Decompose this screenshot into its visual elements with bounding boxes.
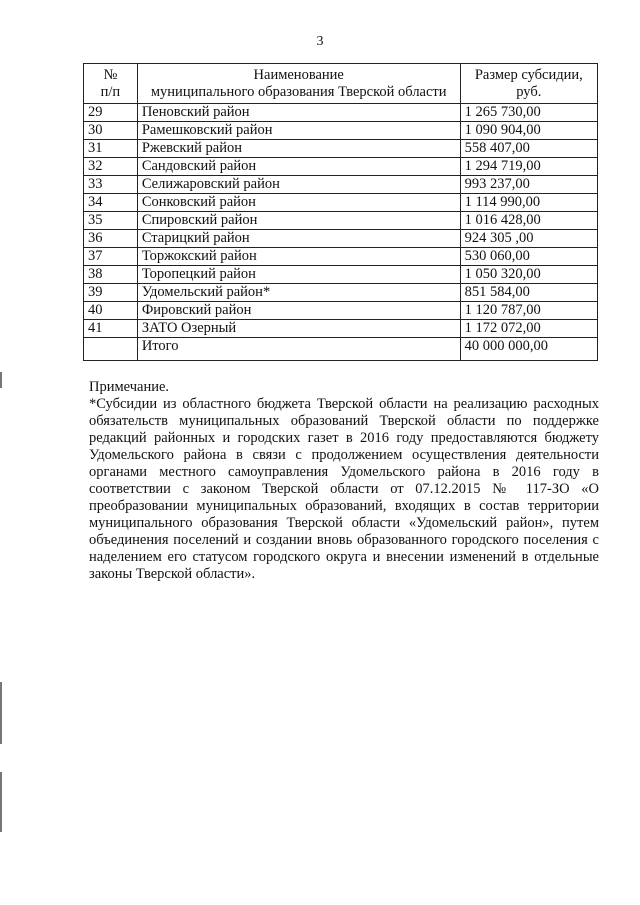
- table-row: [84, 320, 598, 338]
- table-row: [84, 104, 598, 122]
- header-num: [84, 64, 138, 104]
- header-num-line-2: п/п: [100, 84, 121, 100]
- header-name-line-2: муниципального образования Тверской области: [150, 84, 447, 100]
- row-name: Сонковский район: [137, 194, 460, 212]
- scan-edge-mark: [0, 772, 2, 832]
- row-num: 39: [84, 284, 138, 302]
- row-num: 38: [84, 266, 138, 284]
- row-amount: 1 114 990,00: [460, 194, 597, 212]
- total-label: Итого: [137, 338, 460, 361]
- table-row: [84, 212, 598, 230]
- row-amount: 1 172 072,00: [460, 320, 597, 338]
- table-row: [84, 194, 598, 212]
- header-amount: [460, 64, 597, 104]
- row-name: Рамешковский район: [137, 122, 460, 140]
- total-num: [84, 338, 138, 361]
- row-num: 32: [84, 158, 138, 176]
- note-section: [89, 379, 599, 583]
- note-text: *Субсидии из областного бюджета Тверской области на реализацию расходных обязательств муниципальных образований Тверской области по поддержке редакций районных и городских газет в 2016 году предоставляются бюджету Удомельского района в связи с продолжением осуществления деятельности органами местного самоуправления Удомельского района в 2016 году в соответствии с законом Тверской области от 07.12.2015 № 117-ЗО «О преобразовании муниципальных образований, входящих в состав территории муниципального образования Тверской области «Удомельский район», путем объединения поселений и создании вновь образованного городского поселения с наделением его статусом городского округа и внесении изменений в отдельные законы Тверской области».: [89, 396, 599, 582]
- row-amount: 530 060,00: [460, 248, 597, 266]
- row-amount: 1 016 428,00: [460, 212, 597, 230]
- row-name: Селижаровский район: [137, 176, 460, 194]
- table-row: [84, 122, 598, 140]
- table-header: [84, 64, 598, 104]
- row-name: Торопецкий район: [137, 266, 460, 284]
- row-num: 33: [84, 176, 138, 194]
- scan-edge-mark: [0, 682, 2, 744]
- row-name: Ржевский район: [137, 140, 460, 158]
- row-amount: 1 050 320,00: [460, 266, 597, 284]
- row-num: 30: [84, 122, 138, 140]
- row-num: 34: [84, 194, 138, 212]
- row-name: Пеновский район: [137, 104, 460, 122]
- row-name: Старицкий район: [137, 230, 460, 248]
- row-amount: 558 407,00: [460, 140, 597, 158]
- row-amount: 851 584,00: [460, 284, 597, 302]
- row-name: Торжокский район: [137, 248, 460, 266]
- row-name: Спировский район: [137, 212, 460, 230]
- row-name: ЗАТО Озерный: [137, 320, 460, 338]
- scan-edge-mark: [0, 372, 2, 388]
- table-row: [84, 266, 598, 284]
- row-amount: 1 120 787,00: [460, 302, 597, 320]
- total-amount: 40 000 000,00: [460, 338, 597, 361]
- table-row: [84, 140, 598, 158]
- row-amount: 1 090 904,00: [460, 122, 597, 140]
- table-row: [84, 284, 598, 302]
- table-row: [84, 230, 598, 248]
- subsidy-table: [83, 63, 598, 361]
- header-row: [84, 64, 598, 104]
- row-num: 40: [84, 302, 138, 320]
- header-name-line-1: Наименование: [253, 67, 344, 83]
- header-amount-line-2: руб.: [516, 84, 542, 100]
- row-amount: 993 237,00: [460, 176, 597, 194]
- row-name: Фировский район: [137, 302, 460, 320]
- table-body: [84, 104, 598, 361]
- header-name: [137, 64, 460, 104]
- row-num: 41: [84, 320, 138, 338]
- row-amount: 1 265 730,00: [460, 104, 597, 122]
- row-num: 35: [84, 212, 138, 230]
- total-row: [84, 338, 598, 361]
- row-num: 37: [84, 248, 138, 266]
- header-amount-line-1: Размер субсидии,: [474, 67, 583, 83]
- row-amount: 924 305 ,00: [460, 230, 597, 248]
- table-row: [84, 302, 598, 320]
- row-num: 31: [84, 140, 138, 158]
- row-amount: 1 294 719,00: [460, 158, 597, 176]
- table-row: [84, 176, 598, 194]
- row-num: 29: [84, 104, 138, 122]
- header-num-line-1: №: [103, 67, 118, 83]
- note-heading: Примечание.: [89, 379, 170, 395]
- table-row: [84, 158, 598, 176]
- table-row: [84, 248, 598, 266]
- row-name: Сандовский район: [137, 158, 460, 176]
- row-num: 36: [84, 230, 138, 248]
- page-number: 3: [316, 34, 324, 49]
- row-name: Удомельский район*: [137, 284, 460, 302]
